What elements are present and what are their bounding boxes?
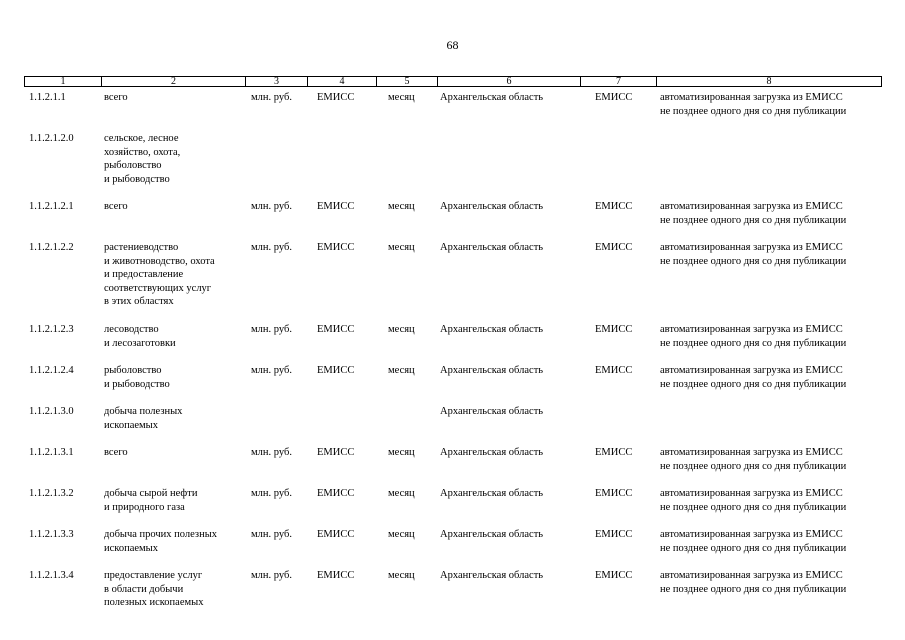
row-name: лесоводство и лесозаготовки — [104, 324, 176, 349]
row-code: 1.1.2.1.3.2 — [29, 488, 74, 499]
row-source: ЕМИСС — [317, 365, 355, 376]
row-method: автоматизированная загрузка из ЕМИСС не позднее одного дня со дня публикации — [660, 447, 847, 472]
column-header-2: 2 — [101, 77, 245, 86]
row-method: автоматизированная загрузка из ЕМИСС не позднее одного дня со дня публикации — [660, 488, 847, 513]
row-unit: млн. руб. — [251, 324, 292, 335]
row-source: ЕМИСС — [317, 488, 355, 499]
row-period: месяц — [388, 447, 415, 458]
table-row — [24, 91, 882, 132]
row-code: 1.1.2.1.1 — [29, 92, 66, 103]
row-code: 1.1.2.1.2.0 — [29, 133, 74, 144]
row-period: месяц — [388, 529, 415, 540]
row-name: добыча полезных ископаемых — [104, 406, 183, 431]
row-code: 1.1.2.1.2.4 — [29, 365, 74, 376]
row-method: автоматизированная загрузка из ЕМИСС не позднее одного дня со дня публикации — [660, 201, 847, 226]
table-row — [24, 132, 882, 200]
table-row — [24, 405, 882, 446]
row-code: 1.1.2.1.3.4 — [29, 570, 74, 581]
row-name: всего — [104, 92, 128, 103]
row-region: Архангельская область — [440, 447, 544, 458]
row-method: автоматизированная загрузка из ЕМИСС не позднее одного дня со дня публикации — [660, 570, 847, 595]
row-unit: млн. руб. — [251, 92, 292, 103]
row-source: ЕМИСС — [317, 242, 355, 253]
column-header-6: 6 — [437, 77, 580, 86]
row-unit: млн. руб. — [251, 201, 292, 212]
row-source: ЕМИСС — [317, 92, 355, 103]
row-period: месяц — [388, 570, 415, 581]
table-row — [24, 364, 882, 405]
row-unit: млн. руб. — [251, 570, 292, 581]
row-unit: млн. руб. — [251, 447, 292, 458]
row-name: всего — [104, 447, 128, 458]
column-header-3: 3 — [245, 77, 307, 86]
row-region: Архангельская область — [440, 529, 544, 540]
row-provider: ЕМИСС — [595, 488, 633, 499]
table-row — [24, 323, 882, 364]
row-provider: ЕМИСС — [595, 324, 633, 335]
row-provider: ЕМИСС — [595, 570, 633, 581]
row-name: сельское, лесное хозяйство, охота, рыболовство и рыбоводство — [104, 133, 181, 185]
row-unit: млн. руб. — [251, 365, 292, 376]
table-row — [24, 569, 882, 617]
row-provider: ЕМИСС — [595, 92, 633, 103]
row-code: 1.1.2.1.3.1 — [29, 447, 74, 458]
row-period: месяц — [388, 488, 415, 499]
row-unit: млн. руб. — [251, 488, 292, 499]
page-number: 68 — [446, 38, 459, 52]
table-row — [24, 487, 882, 528]
row-method: автоматизированная загрузка из ЕМИСС не позднее одного дня со дня публикации — [660, 242, 847, 267]
column-header-1: 1 — [60, 76, 66, 87]
table-row — [24, 200, 882, 241]
row-period: месяц — [388, 324, 415, 335]
row-method: автоматизированная загрузка из ЕМИСС не позднее одного дня со дня публикации — [660, 529, 847, 554]
row-name: рыболовство и рыбоводство — [104, 365, 170, 390]
row-source: ЕМИСС — [317, 324, 355, 335]
row-name: добыча прочих полезных ископаемых — [104, 529, 218, 554]
row-region: Архангельская область — [440, 201, 544, 212]
row-name: всего — [104, 201, 128, 212]
row-region: Архангельская область — [440, 570, 544, 581]
table-row — [24, 528, 882, 569]
row-region: Архангельская область — [440, 242, 544, 253]
row-method: автоматизированная загрузка из ЕМИСС не позднее одного дня со дня публикации — [660, 92, 847, 117]
row-unit: млн. руб. — [251, 529, 292, 540]
row-method: автоматизированная загрузка из ЕМИСС не позднее одного дня со дня публикации — [660, 324, 847, 349]
row-provider: ЕМИСС — [595, 242, 633, 253]
row-code: 1.1.2.1.3.0 — [29, 406, 74, 417]
row-provider: ЕМИСС — [595, 447, 633, 458]
column-header-8: 8 — [656, 77, 881, 86]
row-period: месяц — [388, 92, 415, 103]
row-name: растениеводство и животноводство, охота и предоставление соответствующих услуг в этих областях — [104, 242, 215, 308]
table-body — [24, 91, 882, 617]
row-region: Архангельская область — [440, 365, 544, 376]
row-source: ЕМИСС — [317, 529, 355, 540]
row-code: 1.1.2.1.2.2 — [29, 242, 74, 253]
column-header-4: 4 — [307, 77, 376, 86]
row-provider: ЕМИСС — [595, 529, 633, 540]
row-name: предоставление услуг в области добычи полезных ископаемых — [104, 570, 204, 609]
row-region: Архангельская область — [440, 324, 544, 335]
row-source: ЕМИСС — [317, 201, 355, 212]
row-region: Архангельская область — [440, 488, 544, 499]
row-code: 1.1.2.1.2.1 — [29, 201, 74, 212]
table-row — [24, 446, 882, 487]
row-period: месяц — [388, 242, 415, 253]
row-code: 1.1.2.1.3.3 — [29, 529, 74, 540]
row-source: ЕМИСС — [317, 447, 355, 458]
row-region: Архангельская область — [440, 92, 544, 103]
row-unit: млн. руб. — [251, 242, 292, 253]
row-region: Архангельская область — [440, 406, 544, 417]
row-period: месяц — [388, 365, 415, 376]
table-header — [24, 76, 882, 87]
column-header-7: 7 — [580, 77, 656, 86]
table-row — [24, 241, 882, 323]
row-provider: ЕМИСС — [595, 201, 633, 212]
column-header-5: 5 — [376, 77, 437, 86]
row-period: месяц — [388, 201, 415, 212]
row-source: ЕМИСС — [317, 570, 355, 581]
row-name: добыча сырой нефти и природного газа — [104, 488, 198, 513]
row-provider: ЕМИСС — [595, 365, 633, 376]
row-method: автоматизированная загрузка из ЕМИСС не позднее одного дня со дня публикации — [660, 365, 847, 390]
row-code: 1.1.2.1.2.3 — [29, 324, 74, 335]
